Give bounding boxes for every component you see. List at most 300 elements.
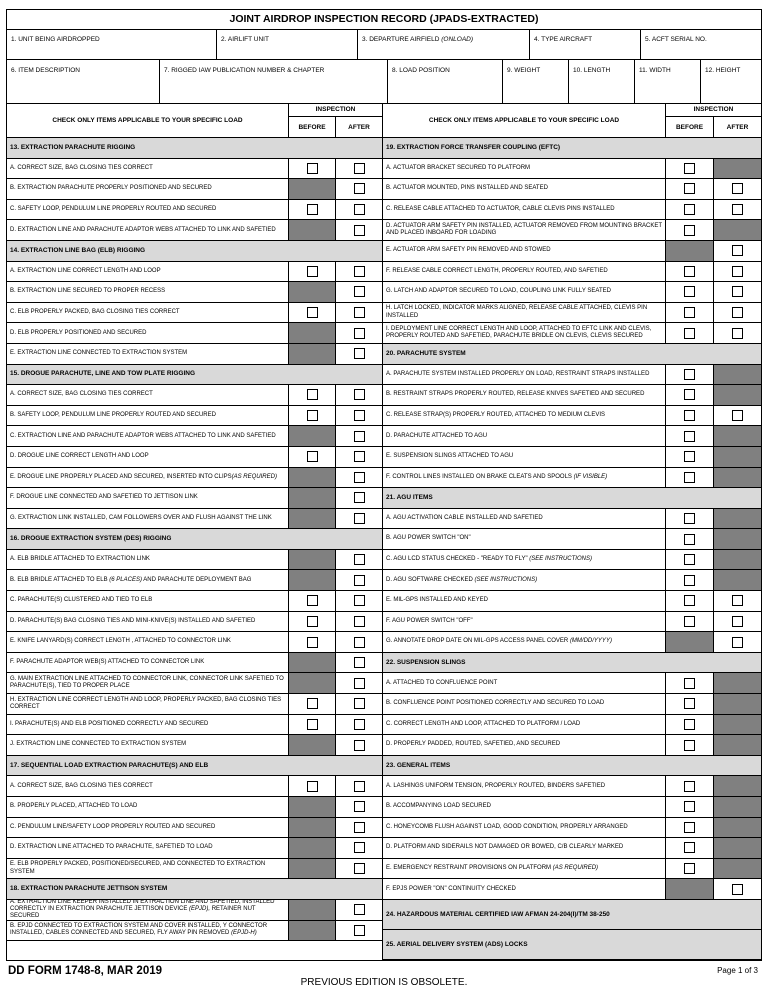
before-cell bbox=[666, 838, 714, 858]
after-checkbox[interactable] bbox=[354, 307, 365, 318]
item-main-text: I. PARACHUTE(S) AND ELB POSITIONED CORRECTLY AND SECURED bbox=[10, 720, 209, 727]
before-checkbox[interactable] bbox=[307, 204, 318, 215]
item-label bbox=[10, 697, 286, 711]
after-cell bbox=[714, 859, 761, 879]
item-main-text: I. DEPLOYMENT LINE CORRECT LENGTH AND LOOP, ATTACHED TO EFTC LINK AND CLEVIS, PROPERLY ROUTED AND SAFETIED, PARACHUTE BRIDLE ON CLEVIS, CLEVIS SECURED bbox=[386, 325, 652, 340]
after-checkbox[interactable] bbox=[354, 163, 365, 174]
item-main-text: F. PARACHUTE ADAPTOR WEB(S) ATTACHED TO CONNECTOR LINK bbox=[10, 659, 205, 666]
before-checkbox[interactable] bbox=[684, 451, 695, 462]
inspection-label: INSPECTION bbox=[666, 104, 761, 117]
before-cell bbox=[289, 488, 336, 508]
item-text bbox=[7, 468, 289, 488]
before-cell bbox=[289, 570, 336, 590]
item-text bbox=[7, 776, 289, 796]
before-checkbox[interactable] bbox=[684, 183, 695, 194]
before-cell bbox=[666, 282, 714, 302]
item-label bbox=[10, 824, 215, 831]
after-cell bbox=[714, 200, 761, 220]
item-main-text: 15. DROGUE PARACHUTE, LINE AND TOW PLATE RIGGING bbox=[10, 370, 196, 378]
item-text bbox=[7, 818, 289, 838]
before-cell bbox=[289, 323, 336, 343]
after-checkbox[interactable] bbox=[354, 637, 365, 648]
after-cell bbox=[336, 612, 382, 632]
before-checkbox[interactable] bbox=[684, 801, 695, 812]
departure-airfield-field[interactable] bbox=[358, 30, 530, 59]
item-main-text: H. LATCH LOCKED, INDICATOR MARKS ALIGNED, RELEASE CABLE ATTACHED, CLEVIS PIN INSTALLED bbox=[386, 305, 648, 319]
item-text bbox=[383, 509, 666, 529]
before-cell bbox=[289, 179, 336, 199]
after-cell bbox=[714, 632, 761, 652]
item-main-text: A. LASHINGS UNIFORM TENSION, PROPERLY ROUTED, BINDERS SAFETIED bbox=[386, 782, 606, 789]
before-cell bbox=[666, 365, 714, 385]
after-checkbox[interactable] bbox=[354, 286, 365, 297]
item-main-text: B. SAFETY LOOP, PENDULUM LINE PROPERLY ROUTED AND SECURED bbox=[10, 411, 216, 418]
before-checkbox[interactable] bbox=[684, 863, 695, 874]
before-checkbox[interactable] bbox=[684, 163, 695, 174]
item-label bbox=[10, 453, 149, 460]
item-text bbox=[383, 715, 666, 735]
before-cell bbox=[666, 673, 714, 693]
item-text bbox=[7, 570, 289, 590]
after-checkbox[interactable] bbox=[354, 328, 365, 339]
after-checkbox[interactable] bbox=[354, 781, 365, 792]
after-cell bbox=[336, 488, 382, 508]
item-label bbox=[10, 247, 145, 255]
checklist-row bbox=[7, 735, 382, 756]
inspection-header bbox=[289, 104, 382, 137]
section-header bbox=[383, 344, 761, 365]
before-cell bbox=[289, 735, 336, 755]
before-cell bbox=[289, 818, 336, 838]
checklist-row bbox=[7, 262, 382, 283]
after-cell bbox=[714, 241, 761, 261]
unit-being-airdropped-field[interactable]: 1. UNIT BEING AIRDROPPED bbox=[7, 30, 217, 59]
item-label bbox=[10, 350, 187, 357]
checklist-row bbox=[383, 776, 761, 797]
after-cell bbox=[336, 921, 382, 941]
item-main-text: B. ACCOMPANYING LOAD SECURED bbox=[386, 803, 491, 810]
item-text bbox=[7, 715, 289, 735]
after-cell bbox=[336, 632, 382, 652]
before-cell bbox=[666, 406, 714, 426]
item-text bbox=[7, 653, 289, 673]
after-checkbox[interactable] bbox=[354, 183, 365, 194]
item-main-text: H. EXTRACTION LINE CORRECT LENGTH AND LOOP, PROPERLY PACKED, BAG CLOSING TIES CORRECT bbox=[10, 696, 282, 710]
before-checkbox[interactable] bbox=[307, 451, 318, 462]
item-label bbox=[386, 783, 605, 790]
after-checkbox[interactable] bbox=[354, 554, 365, 565]
item-text bbox=[383, 282, 666, 302]
checklist-row bbox=[7, 570, 382, 591]
before-label: BEFORE bbox=[289, 117, 336, 137]
item-label bbox=[386, 288, 611, 295]
before-checkbox[interactable] bbox=[307, 163, 318, 174]
item-label bbox=[10, 474, 277, 481]
acft-serial-field[interactable]: 5. ACFT SERIAL NO. bbox=[645, 36, 707, 43]
item-main-text: A. ACTUATOR BRACKET SECURED TO PLATFORM bbox=[386, 164, 531, 171]
checklist-row bbox=[7, 509, 382, 530]
left-column-header bbox=[7, 104, 382, 138]
item-main-text: B. ACTUATOR MOUNTED, PINS INSTALLED AND SEATED bbox=[386, 185, 548, 192]
item-main-text: 25. AERIAL DELIVERY SYSTEM (ADS) LOCKS bbox=[386, 940, 528, 948]
before-checkbox[interactable] bbox=[684, 431, 695, 442]
item-label bbox=[386, 305, 663, 319]
before-checkbox[interactable] bbox=[684, 369, 695, 380]
item-text bbox=[7, 159, 289, 179]
after-cell bbox=[714, 735, 761, 755]
before-cell bbox=[289, 426, 336, 446]
item-main-text: C. RELEASE STRAP(S) PROPERLY ROUTED, ATTACHED TO MEDIUM CLEVIS bbox=[386, 411, 606, 418]
item-label bbox=[386, 350, 466, 358]
before-checkbox[interactable] bbox=[684, 266, 695, 277]
before-checkbox[interactable] bbox=[307, 781, 318, 792]
after-checkbox[interactable] bbox=[732, 183, 743, 194]
before-checkbox[interactable] bbox=[684, 554, 695, 565]
checklist-row bbox=[7, 694, 382, 715]
before-cell bbox=[289, 653, 336, 673]
after-label: AFTER bbox=[348, 123, 370, 131]
after-cell bbox=[336, 591, 382, 611]
checklist-row bbox=[383, 406, 761, 427]
item-main-text: 14. EXTRACTION LINE BAG (ELB) RIGGING bbox=[10, 246, 146, 254]
item-label bbox=[10, 783, 153, 790]
before-cell bbox=[666, 735, 714, 755]
after-checkbox[interactable] bbox=[354, 740, 365, 751]
before-checkbox[interactable] bbox=[307, 698, 318, 709]
after-checkbox[interactable] bbox=[354, 698, 365, 709]
item-main-text: D. AGU SOFTWARE CHECKED bbox=[386, 576, 475, 583]
after-checkbox[interactable] bbox=[732, 637, 743, 648]
before-cell bbox=[666, 262, 714, 282]
before-checkbox[interactable] bbox=[307, 719, 318, 730]
after-checkbox[interactable] bbox=[354, 410, 365, 421]
item-label bbox=[10, 288, 165, 295]
after-cell bbox=[336, 179, 382, 199]
before-checkbox[interactable] bbox=[684, 781, 695, 792]
inspection-header bbox=[666, 104, 761, 137]
after-checkbox[interactable] bbox=[354, 225, 365, 236]
before-checkbox[interactable] bbox=[684, 616, 695, 627]
before-cell bbox=[666, 570, 714, 590]
item-main-text: F. RELEASE CABLE CORRECT LENGTH, PROPERLY ROUTED, AND SAFETIED bbox=[386, 267, 608, 274]
item-main-text: 24. HAZARDOUS MATERIAL CERTIFIED IAW AFMAN 24-204(I)/TM 38-250 bbox=[386, 910, 610, 918]
before-checkbox[interactable] bbox=[307, 389, 318, 400]
after-checkbox[interactable] bbox=[732, 884, 743, 895]
section-header bbox=[7, 138, 382, 159]
after-cell bbox=[336, 570, 382, 590]
before-checkbox[interactable] bbox=[307, 307, 318, 318]
before-cell bbox=[289, 262, 336, 282]
after-checkbox[interactable] bbox=[354, 678, 365, 689]
after-cell bbox=[714, 426, 761, 446]
before-cell bbox=[289, 282, 336, 302]
item-text bbox=[383, 323, 666, 343]
item-main-text: D. EXTRACTION LINE ATTACHED TO PARACHUTE, SAFETIED TO LOAD bbox=[10, 844, 213, 851]
rigged-iaw-field[interactable]: 7. RIGGED IAW PUBLICATION NUMBER & CHAPTER bbox=[160, 60, 388, 103]
item-label bbox=[386, 741, 560, 748]
section-header bbox=[383, 138, 761, 159]
after-checkbox[interactable] bbox=[354, 204, 365, 215]
after-cell bbox=[336, 509, 382, 529]
item-label bbox=[386, 618, 473, 625]
item-label bbox=[386, 865, 598, 872]
checklist-row bbox=[7, 406, 382, 427]
checklist-row bbox=[7, 653, 382, 674]
item-label bbox=[10, 844, 213, 851]
item-main-text: C. CORRECT LENGTH AND LOOP, ATTACHED TO PLATFORM / LOAD bbox=[386, 720, 581, 727]
inspection-label: INSPECTION bbox=[289, 104, 382, 117]
item-text bbox=[383, 200, 666, 220]
before-checkbox[interactable] bbox=[307, 595, 318, 606]
item-text bbox=[383, 879, 666, 899]
item-label bbox=[10, 597, 152, 604]
before-checkbox[interactable] bbox=[684, 534, 695, 545]
width-field[interactable]: 11. WIDTH bbox=[635, 60, 701, 103]
after-checkbox[interactable] bbox=[354, 616, 365, 627]
item-main-text: C. HONEYCOMB FLUSH AGAINST LOAD, GOOD CONDITION, PROPERLY ARRANGED bbox=[386, 823, 628, 830]
before-checkbox[interactable] bbox=[684, 328, 695, 339]
item-main-text: C. SAFETY LOOP, PENDULUM LINE PROPERLY ROUTED AND SECURED bbox=[10, 205, 217, 212]
before-checkbox[interactable] bbox=[684, 286, 695, 297]
checklist-row bbox=[383, 859, 761, 880]
after-checkbox[interactable] bbox=[732, 266, 743, 277]
after-checkbox[interactable] bbox=[354, 863, 365, 874]
after-checkbox[interactable] bbox=[732, 410, 743, 421]
item-main-text: F. CONTROL LINES INSTALLED ON BRAKE CLEATS AND SPOOLS bbox=[386, 473, 574, 480]
before-checkbox[interactable] bbox=[684, 822, 695, 833]
after-checkbox[interactable] bbox=[354, 451, 365, 462]
before-cell bbox=[289, 509, 336, 529]
item-label bbox=[10, 676, 286, 690]
after-checkbox[interactable] bbox=[732, 616, 743, 627]
item-main-text: E. EXTRACTION LINE CONNECTED TO EXTRACTION SYSTEM bbox=[10, 350, 188, 357]
before-checkbox[interactable] bbox=[684, 389, 695, 400]
section-header bbox=[383, 653, 761, 674]
before-checkbox[interactable] bbox=[684, 575, 695, 586]
section-title bbox=[7, 138, 382, 158]
checklist-row bbox=[7, 776, 382, 797]
after-checkbox[interactable] bbox=[354, 513, 365, 524]
before-cell bbox=[666, 591, 714, 611]
item-text bbox=[7, 632, 289, 652]
airlift-unit-field[interactable]: 2. AIRLIFT UNIT bbox=[217, 30, 358, 59]
item-text bbox=[7, 447, 289, 467]
section-header bbox=[7, 879, 382, 900]
load-position-field[interactable]: 8. LOAD POSITION bbox=[388, 60, 503, 103]
before-checkbox[interactable] bbox=[684, 204, 695, 215]
item-italic-note: (MM/DD/YYYY) bbox=[569, 638, 612, 645]
after-checkbox[interactable] bbox=[354, 719, 365, 730]
item-main-text: 22. SUSPENSION SLINGS bbox=[386, 658, 466, 666]
before-cell bbox=[289, 797, 336, 817]
before-cell bbox=[666, 818, 714, 838]
item-main-text: B. CONFLUENCE POINT POSITIONED CORRECTLY AND SECURED TO LOAD bbox=[386, 700, 605, 707]
before-cell bbox=[289, 220, 336, 240]
after-checkbox[interactable] bbox=[354, 492, 365, 503]
item-main-text: C. ELB PROPERLY PACKED, BAG CLOSING TIES CORRECT bbox=[10, 308, 180, 315]
item-label bbox=[386, 165, 530, 172]
item-main-text: A. PARACHUTE SYSTEM INSTALLED PROPERLY ON LOAD, RESTRAINT STRAPS INSTALLED bbox=[386, 370, 650, 377]
item-label bbox=[386, 803, 491, 810]
right-checklist bbox=[383, 104, 761, 960]
before-checkbox[interactable] bbox=[684, 678, 695, 689]
item-text bbox=[383, 694, 666, 714]
item-text bbox=[7, 200, 289, 220]
after-cell bbox=[336, 859, 382, 879]
before-cell bbox=[289, 468, 336, 488]
after-checkbox[interactable] bbox=[354, 472, 365, 483]
item-main-text: E. ACTUATOR ARM SAFETY PIN REMOVED AND STOWED bbox=[386, 247, 551, 254]
after-checkbox[interactable] bbox=[354, 925, 365, 936]
after-cell bbox=[714, 509, 761, 529]
item-text bbox=[383, 612, 666, 632]
section-title bbox=[383, 653, 761, 673]
before-checkbox[interactable] bbox=[684, 842, 695, 853]
before-checkbox[interactable] bbox=[684, 719, 695, 730]
item-label bbox=[10, 535, 171, 543]
before-cell bbox=[666, 241, 714, 261]
before-cell bbox=[666, 323, 714, 343]
before-checkbox[interactable] bbox=[684, 410, 695, 421]
after-cell bbox=[714, 262, 761, 282]
after-checkbox[interactable] bbox=[354, 595, 365, 606]
after-checkbox[interactable] bbox=[354, 842, 365, 853]
item-text bbox=[7, 921, 289, 941]
checklist-row bbox=[7, 550, 382, 571]
item-italic-note: (SEE INSTRUCTIONS) bbox=[474, 576, 538, 583]
before-checkbox[interactable] bbox=[684, 740, 695, 751]
checklist-row bbox=[7, 859, 382, 880]
after-cell bbox=[714, 879, 761, 899]
header-row-2 bbox=[7, 60, 761, 104]
item-label bbox=[10, 268, 161, 275]
before-checkbox[interactable] bbox=[307, 637, 318, 648]
before-cell bbox=[666, 447, 714, 467]
before-cell bbox=[289, 694, 336, 714]
section-header bbox=[383, 488, 761, 509]
before-cell bbox=[666, 468, 714, 488]
item-label bbox=[386, 659, 465, 667]
before-checkbox[interactable] bbox=[684, 472, 695, 483]
after-checkbox[interactable] bbox=[732, 328, 743, 339]
item-label bbox=[386, 721, 580, 728]
item-main-text: 16. DROGUE EXTRACTION SYSTEM (DES) RIGGING bbox=[10, 535, 172, 543]
item-text bbox=[383, 632, 666, 652]
item-text bbox=[383, 735, 666, 755]
before-cell bbox=[666, 303, 714, 323]
before-checkbox[interactable] bbox=[684, 513, 695, 524]
item-main-text: B. ELB BRIDLE ATTACHED TO ELB bbox=[10, 576, 110, 583]
after-checkbox[interactable] bbox=[354, 348, 365, 359]
type-aircraft-field[interactable]: 4. TYPE AIRCRAFT bbox=[530, 30, 641, 59]
item-italic-note: (EPJD-H) bbox=[231, 930, 257, 937]
before-cell bbox=[666, 385, 714, 405]
section-title bbox=[7, 365, 382, 385]
after-checkbox[interactable] bbox=[354, 657, 365, 668]
item-label bbox=[386, 886, 516, 893]
checklist-row bbox=[383, 220, 761, 241]
before-checkbox[interactable] bbox=[684, 698, 695, 709]
after-checkbox[interactable] bbox=[354, 904, 365, 915]
after-checkbox[interactable] bbox=[732, 307, 743, 318]
before-cell bbox=[666, 879, 714, 899]
before-checkbox[interactable] bbox=[684, 307, 695, 318]
after-cell bbox=[336, 200, 382, 220]
item-main-text: A. EXTRACTION LINE KEEPER INSTALLED IN EXTRACTION LINE AND SAFETIED, INSTALLED CORRECTLY IN EXTRACTION PARACHUTE JETTISON DEVICE bbox=[10, 899, 275, 913]
checklist-row bbox=[383, 879, 761, 900]
item-main-text: G. MAIN EXTRACTION LINE ATTACHED TO CONNECTOR LINK, CONNECTOR LINK SAFETIED TO PARACHUTE(S), TIED TO PROPER PLACE bbox=[10, 676, 284, 690]
item-label bbox=[386, 206, 615, 213]
section-header bbox=[383, 756, 761, 777]
before-checkbox[interactable] bbox=[307, 266, 318, 277]
after-cell bbox=[714, 282, 761, 302]
item-label bbox=[10, 330, 146, 337]
left-checklist bbox=[7, 104, 383, 960]
check-applicable-label: CHECK ONLY ITEMS APPLICABLE TO YOUR SPECIFIC LOAD bbox=[7, 104, 289, 137]
item-label bbox=[386, 556, 592, 563]
after-checkbox[interactable] bbox=[732, 286, 743, 297]
before-checkbox[interactable] bbox=[307, 616, 318, 627]
length-field[interactable]: 10. LENGTH bbox=[569, 60, 635, 103]
before-cell bbox=[666, 220, 714, 240]
after-checkbox[interactable] bbox=[732, 245, 743, 256]
item-trailing-text: RETAINER NUT SECURED bbox=[10, 906, 256, 920]
item-main-text: D. EXTRACTION LINE AND PARACHUTE ADAPTOR WEBS ATTACHED TO LINK AND SAFETIED bbox=[10, 226, 276, 233]
after-cell bbox=[336, 447, 382, 467]
item-description-field[interactable]: 6. ITEM DESCRIPTION bbox=[7, 60, 160, 103]
item-text bbox=[383, 529, 666, 549]
before-cell bbox=[289, 612, 336, 632]
checklist-row bbox=[383, 426, 761, 447]
item-label bbox=[386, 941, 528, 949]
checklist-row bbox=[383, 385, 761, 406]
item-text bbox=[383, 241, 666, 261]
item-text bbox=[383, 838, 666, 858]
after-checkbox[interactable] bbox=[354, 575, 365, 586]
after-checkbox[interactable] bbox=[354, 801, 365, 812]
after-checkbox[interactable] bbox=[354, 431, 365, 442]
after-cell bbox=[714, 406, 761, 426]
before-checkbox[interactable] bbox=[684, 595, 695, 606]
item-main-text: E. EMERGENCY RESTRAINT PROVISIONS ON PLATFORM bbox=[386, 864, 553, 871]
item-text bbox=[383, 859, 666, 879]
item-label bbox=[386, 638, 612, 645]
weight-field[interactable]: 9. WEIGHT bbox=[503, 60, 569, 103]
item-label bbox=[10, 412, 216, 419]
after-checkbox[interactable] bbox=[354, 822, 365, 833]
before-label: BEFORE bbox=[666, 117, 714, 137]
before-cell bbox=[289, 632, 336, 652]
item-label bbox=[386, 268, 608, 275]
checklist-row bbox=[7, 591, 382, 612]
item-text bbox=[383, 220, 666, 240]
before-cell bbox=[666, 859, 714, 879]
before-cell bbox=[289, 447, 336, 467]
after-checkbox[interactable] bbox=[354, 266, 365, 277]
before-checkbox[interactable] bbox=[307, 410, 318, 421]
after-checkbox[interactable] bbox=[732, 595, 743, 606]
item-text bbox=[383, 179, 666, 199]
height-field[interactable]: 12. HEIGHT bbox=[705, 67, 741, 74]
checklist-row bbox=[7, 632, 382, 653]
before-cell bbox=[666, 426, 714, 446]
after-checkbox[interactable] bbox=[354, 389, 365, 400]
before-checkbox[interactable] bbox=[684, 225, 695, 236]
checklist-row bbox=[7, 715, 382, 736]
item-text bbox=[383, 262, 666, 282]
checklist-row bbox=[7, 838, 382, 859]
after-checkbox[interactable] bbox=[732, 204, 743, 215]
